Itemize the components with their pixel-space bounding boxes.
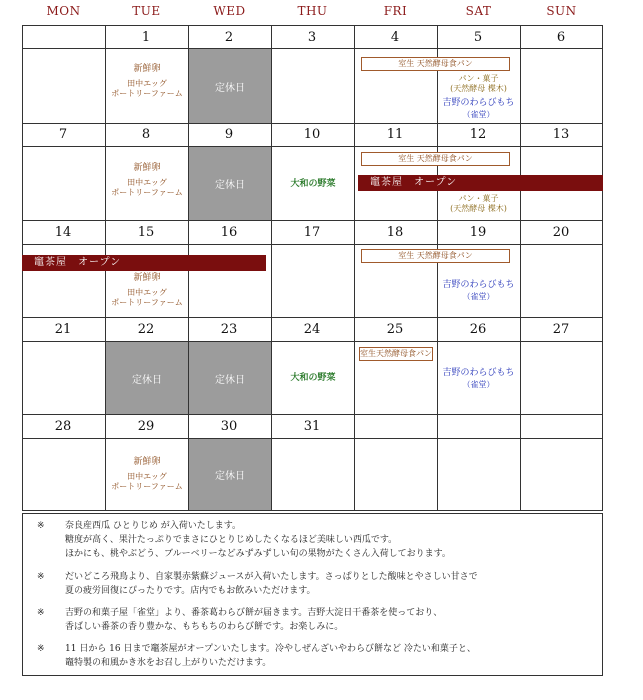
date-13: 13: [552, 127, 570, 142]
date-3: 3: [307, 30, 317, 45]
note-mark: ※: [37, 608, 45, 618]
event-warabi-sub: （雀堂）: [462, 109, 495, 119]
note-line: 竈特製の和風かき氷をお召し上がりいただけます。: [65, 658, 272, 668]
note-line: 奈良産西瓜 ひとりじめ が入荷いたします。: [65, 521, 242, 531]
note-text: [65, 606, 595, 634]
date-30: 30: [220, 419, 238, 434]
date-28: 28: [54, 419, 72, 434]
event-eggs-sub1: 田中エッグ: [127, 79, 167, 89]
event-bread-sweets-sub: (天然酵母 楪木): [450, 204, 507, 214]
closed-day-2: 定休日: [189, 49, 271, 123]
date-11: 11: [386, 127, 404, 142]
date-9: 9: [224, 127, 234, 142]
event-bread-sweets-title: パン・菓子: [458, 74, 499, 83]
note-line: 夏の疲労回復にぴったりです。店内でもお飲みいただけます。: [65, 586, 316, 596]
weekday-sat: SAT: [465, 4, 492, 18]
event-warabi-sub: （雀堂）: [462, 291, 495, 301]
note-line: 吉野の和菓子屋「雀堂」より、番茶葛わらび餅が届きます。吉野大淀日干番茶を使っており、: [65, 608, 443, 618]
closed-day-9: 定休日: [189, 147, 271, 220]
event-eggs: [106, 64, 188, 99]
event-muro-bread: 室生 天然酵母食パン: [361, 152, 510, 166]
event-eggs-title: 新鮮卵: [133, 457, 161, 467]
event-kamado-teahouse-bar: 竈茶屋 オープン: [22, 255, 266, 271]
date-19: 19: [469, 225, 487, 240]
event-warabi-mochi: [437, 368, 520, 390]
grid-line: [354, 25, 355, 511]
date-5: 5: [473, 30, 483, 45]
event-eggs-title: 新鮮卵: [133, 64, 161, 74]
event-yamato-vegetables: 大和の野菜: [290, 179, 336, 189]
date-16: 16: [220, 225, 238, 240]
event-eggs-sub1: 田中エッグ: [127, 472, 167, 482]
date-14: 14: [54, 225, 72, 240]
event-muro-bread: 室生 天然酵母食パン: [361, 249, 510, 263]
event-eggs-sub1: 田中エッグ: [127, 288, 167, 298]
event-warabi-title: 吉野のわらびもち: [442, 98, 515, 108]
closed-day-22: 定休日: [106, 342, 188, 414]
event-warabi-title: 吉野のわらびもち: [442, 368, 515, 378]
note-line: ほかにも、桃やぶどう、ブルーベリーなどみずみずしい旬の果物がたくさん入荷しております。: [65, 549, 451, 559]
note-line: 香ばしい番茶の香り豊かな、もちもちのわらび餅です。お楽しみに。: [65, 622, 344, 632]
closed-day-30: 定休日: [189, 439, 271, 510]
grid-line: [22, 48, 603, 49]
date-4: 4: [390, 30, 400, 45]
grid-line: [22, 244, 603, 245]
date-25: 25: [386, 322, 404, 337]
event-warabi-sub: （雀堂）: [462, 379, 495, 389]
date-12: 12: [469, 127, 487, 142]
event-muro-bread: 室生天然酵母食パン: [359, 347, 433, 361]
weekday-mon: MON: [46, 4, 81, 18]
event-warabi-title: 吉野のわらびもち: [442, 280, 515, 290]
date-10: 10: [303, 127, 321, 142]
event-bread-sweets: [437, 194, 520, 215]
event-bread-sweets: [437, 74, 520, 95]
date-27: 27: [552, 322, 570, 337]
date-17: 17: [303, 225, 321, 240]
event-bread-sweets-title: パン・菓子: [458, 194, 499, 203]
note-line: 糖度が高く、果汁たっぷりでまさにひとりじめしたくなるほど美味しい西瓜です。: [65, 535, 398, 545]
note-mark: ※: [37, 521, 45, 531]
date-20: 20: [552, 225, 570, 240]
grid-line: [22, 123, 603, 124]
event-eggs-sub2: ポートリーファーム: [111, 188, 183, 198]
event-yamato-vegetables: 大和の野菜: [290, 373, 336, 383]
event-eggs-sub2: ポートリーファーム: [111, 298, 183, 308]
date-24: 24: [303, 322, 321, 337]
event-bread-sweets-sub: (天然酵母 楪木): [450, 84, 507, 94]
event-kamado-teahouse-bar: 竈茶屋 オープン: [358, 175, 603, 191]
date-26: 26: [469, 322, 487, 337]
grid-line: [22, 438, 603, 439]
event-eggs-sub2: ポートリーファーム: [111, 482, 183, 492]
notes-box: [22, 513, 603, 676]
weekday-thu: THU: [297, 4, 328, 18]
date-18: 18: [386, 225, 404, 240]
weekday-wed: WED: [213, 4, 246, 18]
grid-line: [22, 220, 603, 221]
event-warabi-mochi: [437, 98, 520, 120]
date-22: 22: [137, 322, 155, 337]
date-31: 31: [303, 419, 321, 434]
date-8: 8: [141, 127, 151, 142]
note-text: [65, 570, 595, 598]
grid-line: [271, 25, 272, 511]
event-eggs-title: 新鮮卵: [133, 273, 161, 283]
date-6: 6: [556, 30, 566, 45]
note-text: [65, 519, 595, 561]
closed-day-23: 定休日: [189, 342, 271, 414]
event-eggs-sub1: 田中エッグ: [127, 178, 167, 188]
event-eggs-sub2: ポートリーファーム: [111, 89, 183, 99]
grid-line: [22, 317, 603, 318]
event-muro-bread: 室生 天然酵母食パン: [361, 57, 510, 71]
note-text: [65, 642, 595, 670]
note-mark: ※: [37, 644, 45, 654]
weekday-tue: TUE: [132, 4, 161, 18]
weekday-sun: SUN: [546, 4, 577, 18]
grid-line: [520, 25, 521, 511]
note-line: だいどころ飛鳥より、自家製赤紫蘇ジュースが入荷いたします。さっぱりとした酸味とやさしい甘さで: [65, 572, 478, 582]
date-29: 29: [137, 419, 155, 434]
event-eggs: [106, 457, 188, 492]
date-7: 7: [58, 127, 68, 142]
grid-line: [22, 146, 603, 147]
event-eggs: [106, 163, 188, 198]
date-21: 21: [54, 322, 72, 337]
note-mark: ※: [37, 572, 45, 582]
event-eggs: [106, 273, 188, 308]
grid-line: [22, 414, 603, 415]
date-23: 23: [220, 322, 238, 337]
date-2: 2: [224, 30, 234, 45]
date-1: 1: [141, 30, 151, 45]
event-eggs-title: 新鮮卵: [133, 163, 161, 173]
weekday-fri: FRI: [383, 4, 408, 18]
note-line: 11 日から 16 日まで竈茶屋がオープンいたします。冷やしぜんざいやわらび餅など 冷たい和菓子と、: [65, 644, 476, 654]
date-15: 15: [137, 225, 155, 240]
event-warabi-mochi: [437, 280, 520, 302]
